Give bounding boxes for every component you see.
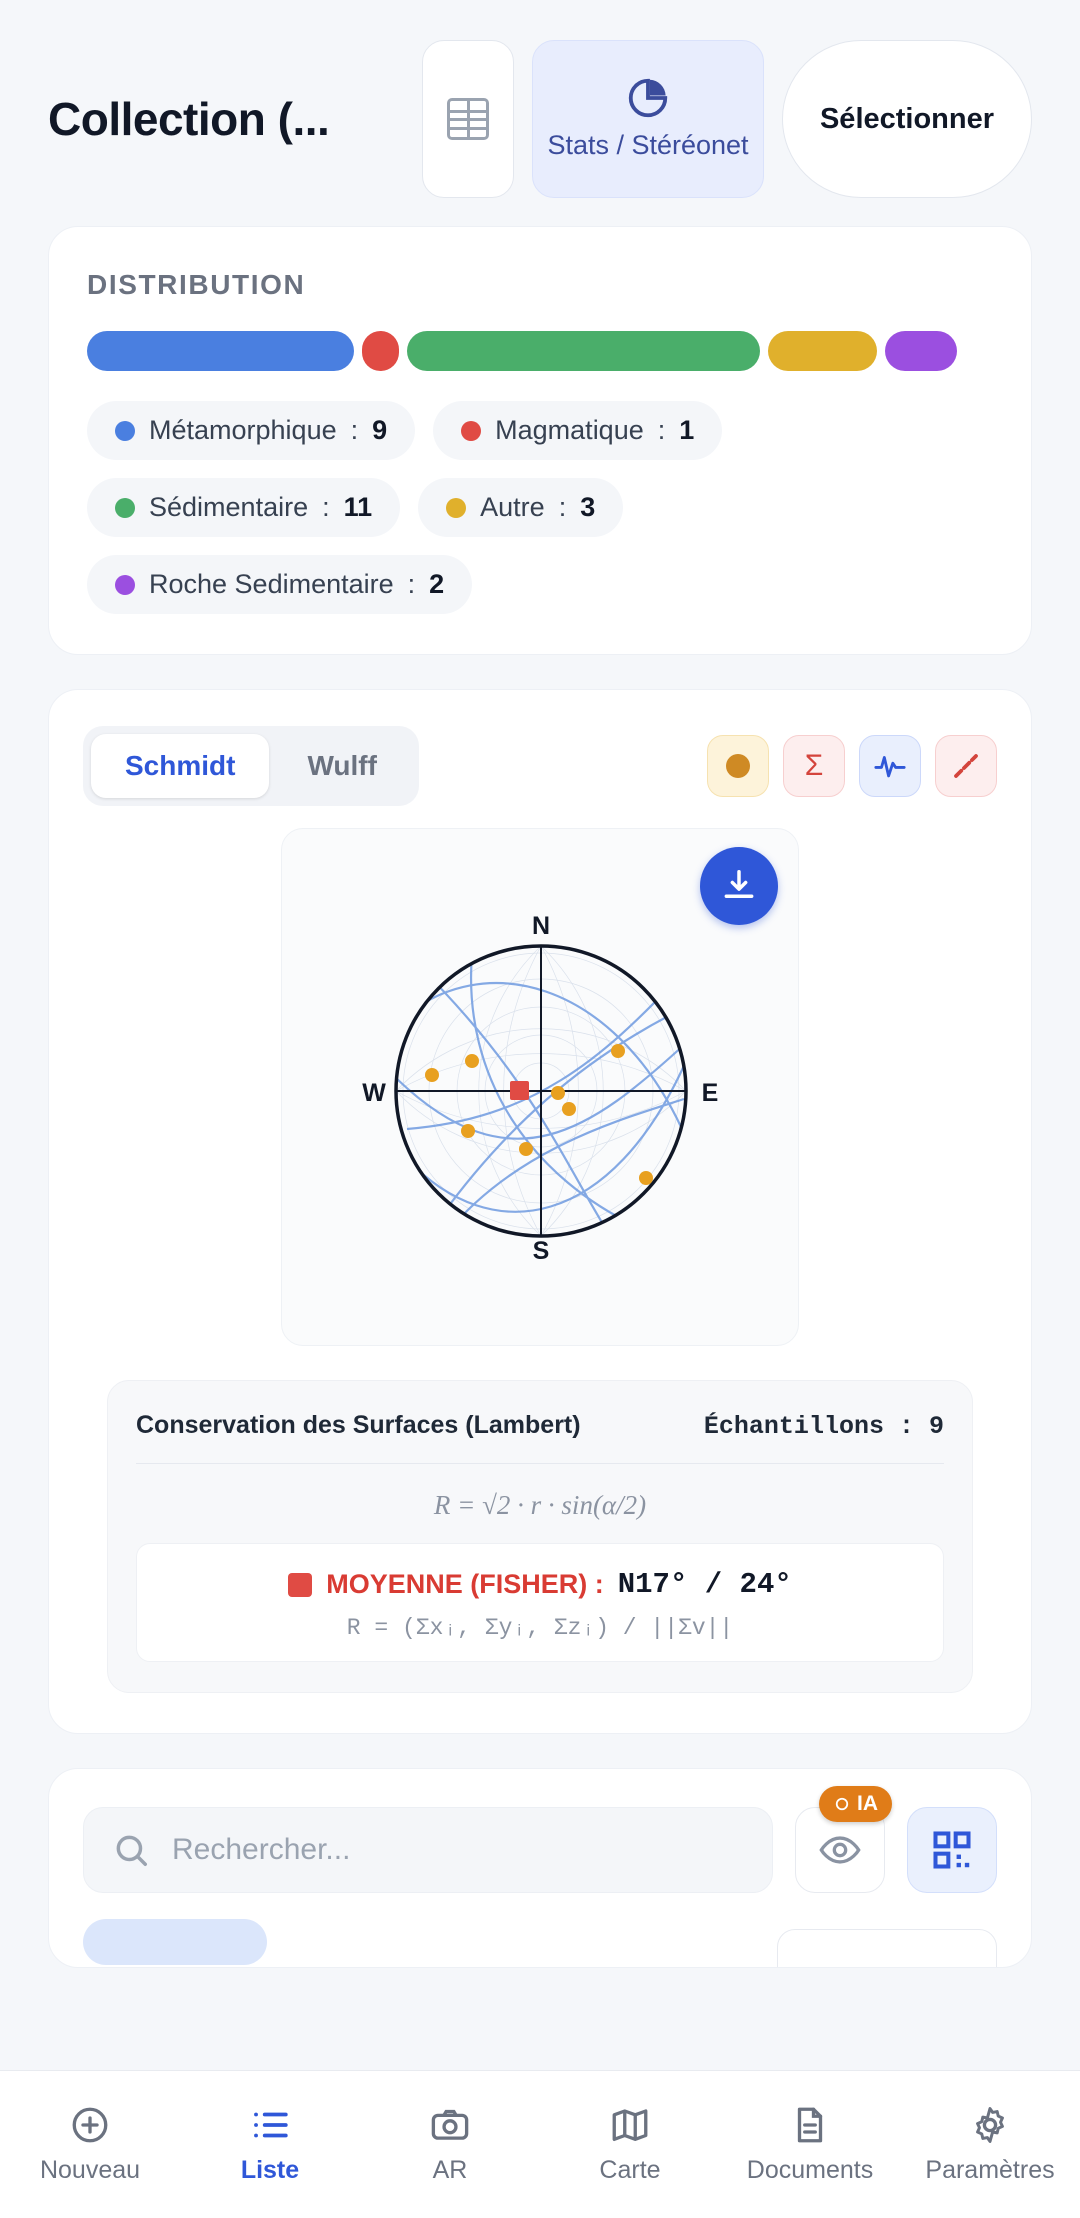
search-icon bbox=[112, 1831, 150, 1869]
samples-value: 9 bbox=[928, 1412, 944, 1441]
nav-item-carte[interactable] bbox=[540, 2104, 720, 2185]
distribution-title: DISTRIBUTION bbox=[87, 269, 306, 300]
download-icon bbox=[720, 867, 758, 905]
mean-line bbox=[157, 1568, 923, 1601]
samples-label: Échantillons : bbox=[703, 1412, 914, 1441]
projection-option-wulff[interactable]: Wulff bbox=[307, 750, 377, 781]
nav-item-documents[interactable] bbox=[720, 2104, 900, 2185]
search-placeholder: Rechercher... bbox=[172, 1833, 351, 1866]
legend-count: 1 bbox=[679, 415, 695, 445]
gear-icon bbox=[969, 2104, 1011, 2146]
legend-label: Métamorphique bbox=[149, 415, 337, 445]
distribution-bar bbox=[87, 331, 993, 371]
projection-option-schmidt[interactable]: Schmidt bbox=[91, 734, 269, 798]
page-title: Collection (... bbox=[48, 93, 330, 145]
nav-item-liste[interactable] bbox=[180, 2104, 360, 2185]
legend-count: 3 bbox=[580, 492, 596, 522]
mean-label: MOYENNE (FISHER) : bbox=[326, 1569, 604, 1599]
legend-dot bbox=[446, 498, 466, 518]
search-row bbox=[83, 1792, 997, 1893]
distribution-segment bbox=[362, 331, 398, 371]
legend-dot bbox=[115, 421, 135, 441]
legend-chip[interactable]: Magmatique : 1 bbox=[433, 401, 722, 460]
legend-label: Magmatique bbox=[495, 415, 644, 445]
filter-chip-partial[interactable] bbox=[83, 1919, 267, 1965]
search-card bbox=[48, 1768, 1032, 1968]
nav-label: AR bbox=[432, 2156, 468, 2184]
list-icon bbox=[249, 2104, 291, 2146]
stereonet-plot[interactable] bbox=[281, 828, 799, 1346]
distribution-segment bbox=[885, 331, 957, 371]
nav-label: Liste bbox=[240, 2156, 300, 2184]
svg-text:E: E bbox=[701, 1079, 719, 1107]
stereonet-toolbar bbox=[83, 726, 997, 806]
legend-dot bbox=[115, 575, 135, 595]
distribution-segment bbox=[87, 331, 354, 371]
svg-text:S: S bbox=[532, 1237, 550, 1265]
formula-header bbox=[136, 1411, 944, 1464]
map-icon bbox=[609, 2104, 651, 2146]
legend-dot bbox=[461, 421, 481, 441]
formula-equation: R = √2 · r · sin(α/2) bbox=[433, 1490, 647, 1520]
header-buttons bbox=[422, 40, 1032, 198]
stats-button-label: Stats / Stéréonet bbox=[547, 130, 749, 161]
nav-label: Carte bbox=[599, 2156, 661, 2184]
download-button[interactable] bbox=[700, 847, 778, 925]
legend-label: Roche Sedimentaire bbox=[149, 569, 394, 599]
legend-label: Sédimentaire bbox=[149, 492, 309, 522]
secondary-control-partial[interactable] bbox=[777, 1929, 997, 1968]
points-tool-button[interactable] bbox=[707, 735, 769, 797]
ia-badge bbox=[819, 1786, 892, 1822]
svg-text:W: W bbox=[362, 1079, 386, 1107]
nav-label: Documents bbox=[746, 2156, 874, 2184]
legend-dot bbox=[115, 498, 135, 518]
mean-panel bbox=[136, 1543, 944, 1662]
ai-vision-button[interactable] bbox=[795, 1792, 885, 1893]
qr-code-icon bbox=[930, 1828, 974, 1872]
select-button[interactable]: Sélectionner bbox=[782, 40, 1032, 198]
projection-toggle[interactable] bbox=[83, 726, 419, 806]
ia-badge-label: IA bbox=[857, 1792, 878, 1815]
grid-icon bbox=[447, 98, 489, 140]
nav-item-nouveau[interactable] bbox=[0, 2104, 180, 2185]
legend-chip[interactable]: Roche Sedimentaire : 2 bbox=[87, 555, 472, 614]
camera-icon bbox=[429, 2104, 471, 2146]
lineation-tool-button[interactable] bbox=[935, 735, 997, 797]
pencil-line-icon bbox=[951, 751, 981, 781]
pie-chart-icon bbox=[625, 75, 671, 121]
sparkle-icon bbox=[833, 1795, 851, 1813]
legend-chip[interactable]: Métamorphique : 9 bbox=[87, 401, 415, 460]
distribution-segment bbox=[768, 331, 877, 371]
contour-tool-button[interactable] bbox=[859, 735, 921, 797]
qr-scan-button[interactable] bbox=[907, 1807, 997, 1893]
svg-text:N: N bbox=[531, 912, 551, 940]
wave-icon bbox=[873, 749, 907, 783]
distribution-card bbox=[48, 226, 1032, 655]
legend-chip[interactable]: Autre : 3 bbox=[418, 478, 623, 537]
legend-count: 2 bbox=[429, 569, 445, 599]
eye-icon bbox=[818, 1828, 862, 1872]
legend-chips bbox=[87, 401, 993, 614]
mean-equation: R = (Σxᵢ, Σyᵢ, Σzᵢ) / ||Σv|| bbox=[346, 1615, 734, 1641]
formula-title: Conservation des Surfaces (Lambert) bbox=[136, 1411, 581, 1439]
dot-icon bbox=[726, 754, 750, 778]
nav-label: Paramètres bbox=[925, 2156, 1055, 2184]
samples-info bbox=[704, 1412, 944, 1441]
distribution-segment bbox=[407, 331, 760, 371]
document-icon bbox=[789, 2104, 831, 2146]
stereonet-card bbox=[48, 689, 1032, 1734]
plus-circle-icon bbox=[69, 2104, 111, 2146]
mean-marker-icon bbox=[288, 1573, 312, 1597]
nav-item-parametres[interactable] bbox=[900, 2104, 1080, 2185]
search-input[interactable] bbox=[83, 1807, 773, 1893]
stereonet-tool-buttons bbox=[707, 735, 997, 797]
bottom-nav bbox=[0, 2070, 1080, 2218]
mean-value: N17° / 24° bbox=[617, 1568, 792, 1601]
nav-item-ar[interactable] bbox=[360, 2104, 540, 2185]
sigma-tool-button[interactable]: Σ bbox=[783, 735, 845, 797]
stats-stereonet-button[interactable] bbox=[532, 40, 764, 198]
grid-view-button[interactable] bbox=[422, 40, 514, 198]
header bbox=[0, 0, 1080, 226]
nav-label: Nouveau bbox=[39, 2156, 141, 2184]
legend-chip[interactable]: Sédimentaire : 11 bbox=[87, 478, 400, 537]
legend-count: 9 bbox=[372, 415, 388, 445]
legend-label: Autre bbox=[480, 492, 545, 522]
legend-count: 11 bbox=[343, 492, 373, 522]
formula-panel bbox=[107, 1380, 973, 1693]
